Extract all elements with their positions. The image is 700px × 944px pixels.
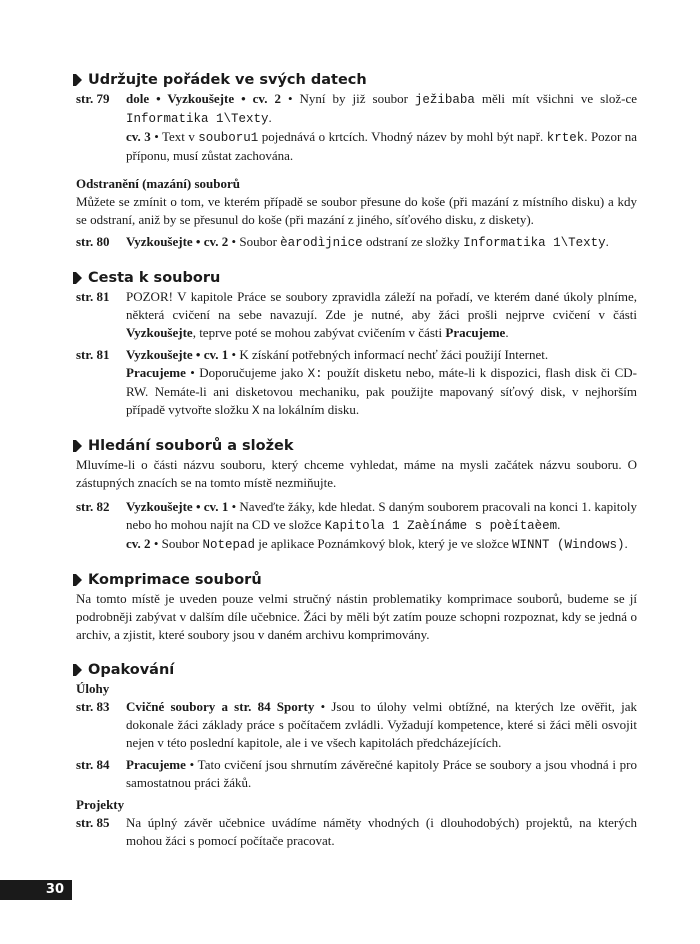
page-reference: str. 83 <box>76 699 110 714</box>
page-reference: str. 81 <box>76 347 110 362</box>
bullet-marker-icon <box>76 272 82 284</box>
subheading: Odstranění (mazání) souborů <box>76 176 240 191</box>
paragraph: Můžete se zmínit o tom, ve kterém případě se soubor přesune do koše (při mazání z místního disku) a kdy se odstraní, aniž by se přesunul do koše (při mazání z jiného, síťového disku, z diskety). <box>76 194 637 227</box>
exercise-entry: str. 85 Na úplný závěr učebnice uvádíme náměty vhodných (i dlouhodobých) projektů, na kterých mohou žáci s pomocí počítače pracovat. <box>76 815 637 848</box>
section-file-path <box>76 268 637 420</box>
page-reference: str. 79 <box>76 91 110 106</box>
subheading: Projekty <box>76 797 125 812</box>
page-content <box>76 70 637 866</box>
bullet-marker-icon <box>76 74 82 86</box>
exercise-entry: str. 82 Vyzkoušejte • cv. 1 • Naveďte žáky, kde hledat. S daným souborem pracovali na konci 1. kapitoly nebo ho mohou najít na CD ve složce Kapitola 1 Zaèínáme s poèítaèem. cv. 2 • Soubor Notepad je aplikace Poznámkový blok, který je ve složce WINNT (Windows). <box>76 499 637 552</box>
section-heading: Komprimace souborů <box>76 570 637 590</box>
section-data-order <box>76 70 637 252</box>
page-reference: str. 81 <box>76 289 110 304</box>
section-review <box>76 660 637 850</box>
exercise-entry: str. 83 Cvičné soubory a str. 84 Sporty • Jsou to úlohy velmi obtížné, na kterých lze ověřit, jak dokonale žáci základy práce s počítačem zvládli. Vyžadují kompetence, které si žáci měli osvojit nejen v této poslední kapitole, ale i ve všech kapitolách předcházejících. <box>76 699 637 750</box>
bullet-marker-icon <box>76 664 82 676</box>
subheading: Úlohy <box>76 681 110 696</box>
bullet-marker-icon <box>76 574 82 586</box>
section-compression <box>76 570 637 644</box>
page-reference: str. 84 <box>76 757 110 772</box>
page-reference: str. 82 <box>76 499 110 514</box>
section-heading: Opakování <box>76 660 637 680</box>
exercise-entry: str. 81 POZOR! V kapitole Práce se soubory zpravidla záleží na pořadí, ve kterém dané úkoly plníme, některá cvičení na sebe navazují. Zde je nutné, aby žáci prošli nejprve cvičení v části Vyzkoušejte, teprve poté se mohou zabývat cvičením v části Pracujeme. <box>76 289 637 340</box>
exercise-entry: str. 80 Vyzkoušejte • cv. 2 • Soubor èarodìjnice odstraní ze složky Informatika 1\Texty. <box>76 234 609 250</box>
bullet-marker-icon <box>76 440 82 452</box>
page-reference: str. 85 <box>76 815 110 830</box>
exercise-entry: str. 81 Vyzkoušejte • cv. 1 • K získání potřebných informací nechť žáci použijí Internet. Pracujeme • Doporučujeme jako X: použít disketu nebo, máte-li k dispozici, flash disk či CD-RW. Nemáte-li ani disketovou mechaniku, pak použijte mapovaný síťový disk, v nejhorším případě vytvořte složku X na lokálním disku. <box>76 347 637 418</box>
section-search <box>76 436 637 554</box>
paragraph: Na tomto místě je uveden pouze velmi stručný nástin problematiky komprimace souborů, budeme se jí podrobněji zabývat v dalším díle učebnice. Žáci by měli být zatím pouze schopni rozpoznat, kdy se jedná o archiv, a zjistit, které soubory jsou v daném archivu komprimovány. <box>76 591 637 642</box>
page-reference: str. 80 <box>76 234 110 249</box>
section-heading: Cesta k souboru <box>76 268 637 288</box>
section-heading: Hledání souborů a složek <box>76 436 637 456</box>
paragraph: Mluvíme-li o části názvu souboru, který chceme vyhledat, máme na mysli začátek názvu souboru. O zástupných znacích se na tomto místě nezmiňujte. <box>76 457 637 490</box>
exercise-entry: str. 84 Pracujeme • Tato cvičení jsou shrnutím závěrečné kapitoly Práce se soubory a jsou vhodná i pro samostatnou práci žáků. <box>76 757 637 790</box>
section-heading: Udržujte pořádek ve svých datech <box>76 70 637 90</box>
exercise-entry: str. 79 dole • Vyzkoušejte • cv. 2 • Nyní by již soubor ježibaba měli mít všichni ve slož-ce Informatika 1\Texty. cv. 3 • Text v souboru1 pojednává o krtcích. Vhodný název by mohl být např. krtek. Pozor na příponu, musí zůstat zachována. <box>76 91 637 163</box>
page-number: 30 <box>0 880 72 900</box>
